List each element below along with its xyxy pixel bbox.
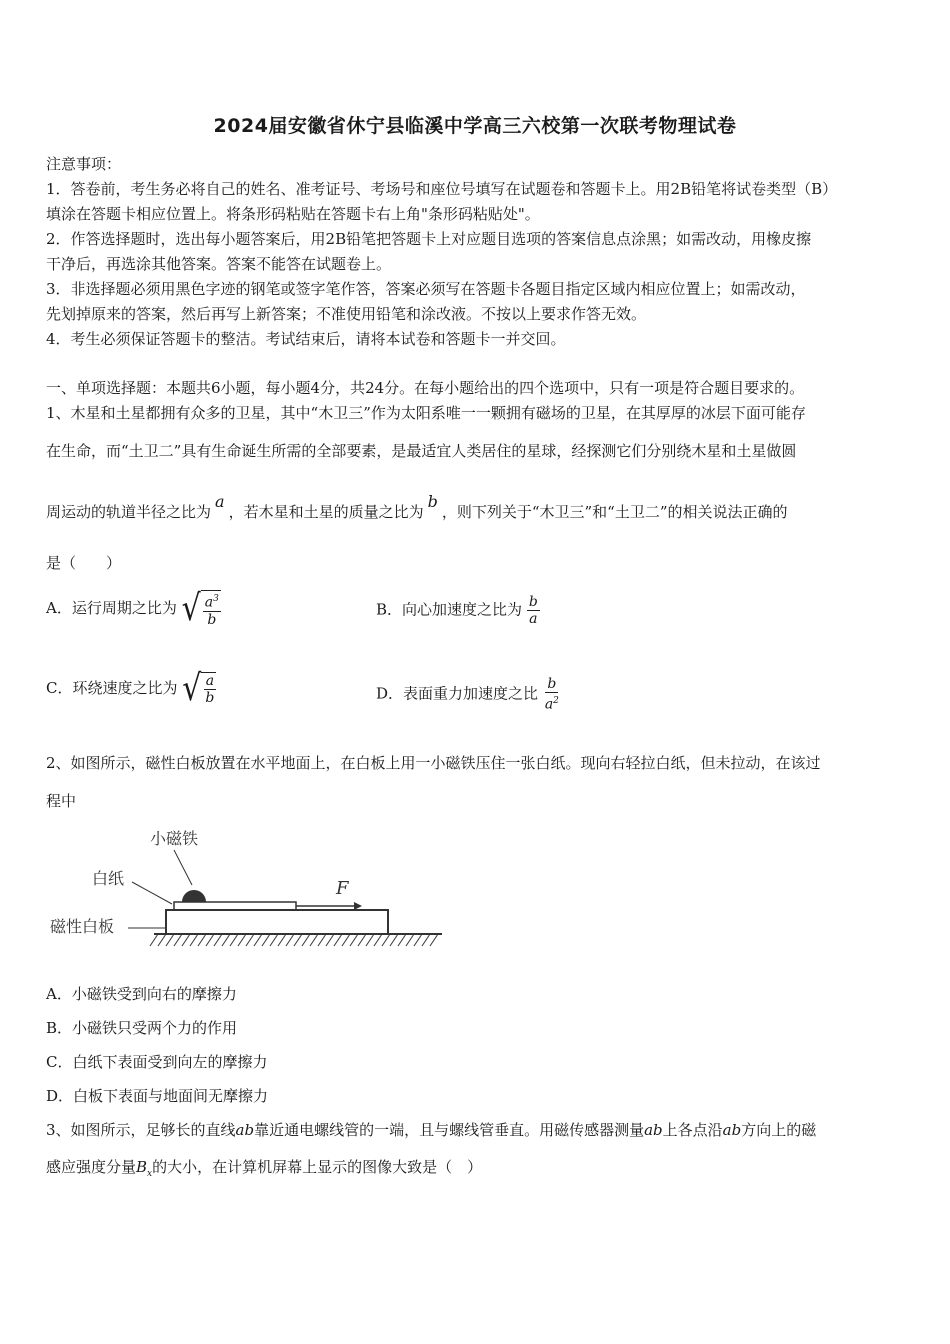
variable-a: a (215, 492, 225, 511)
notice-line: 1．答卷前，考生务必将自己的姓名、准考证号、考场号和座位号填写在试题卷和答题卡上。用2B铅笔将试卷类型（B） (46, 180, 838, 198)
question-3-text (46, 1156, 482, 1179)
board-label: 磁性白板 (50, 917, 115, 936)
hatch-mark (254, 934, 262, 946)
option-a-label: A．运行周期之比为 (46, 598, 177, 617)
option-d-label: D．表面重力加速度之比 (376, 684, 539, 703)
q2-option-d[interactable]: D．白板下表面与地面间无摩擦力 (46, 1087, 269, 1105)
q2-option-c[interactable]: C．白纸下表面受到向左的摩擦力 (46, 1053, 268, 1071)
q3-text-part: 上各点沿 (662, 1121, 723, 1139)
hatch-mark (270, 934, 278, 946)
hatch-mark (382, 934, 390, 946)
bx-symbol (136, 1158, 153, 1179)
hatch-mark (238, 934, 246, 946)
option-a[interactable] (46, 587, 221, 630)
hatch-mark (206, 934, 214, 946)
hatch-mark (222, 934, 230, 946)
hatch-mark (374, 934, 382, 946)
fraction (527, 594, 540, 627)
hatch-mark (198, 934, 206, 946)
option-b[interactable] (376, 594, 540, 627)
exponent: 2 (553, 696, 559, 706)
question-1-text: 在生命，而“土卫二”具有生命诞生所需的全部要素，是最适宜人类居住的星球，经探测它们分别绕木星和土星做圆 (46, 442, 797, 460)
notice-line: 先划掉原来的答案，然后再写上新答案；不准使用铅笔和涂改液。不按以上要求作答无效。 (46, 305, 647, 323)
notice-line: 3．非选择题必须用黑色字迹的钢笔或签字笔作答，答案必须写在答题卡各题目指定区域内相应位置上；如需改动， (46, 280, 806, 298)
segment-ab: ab (722, 1121, 742, 1139)
question-1-text (46, 492, 788, 522)
notice-line: 干净后，再选涂其他答案。答案不能答在试题卷上。 (46, 255, 392, 273)
question-1-text: 1、木星和土星都拥有众多的卫星，其中“木卫三”作为太阳系唯一一颗拥有磁场的卫星，在其厚厚的冰层下面可能存 (46, 404, 806, 422)
hatch-mark (246, 934, 254, 946)
force-label: F (336, 878, 349, 899)
hatch-mark (366, 934, 374, 946)
q1-text-part: ，若木星和土星的质量之比为 (228, 503, 424, 521)
sqrt-expression: √ $\frac{a^3}{b}$ (181, 587, 219, 630)
question-2-text: 程中 (46, 792, 77, 810)
paper-shape (174, 902, 296, 910)
hatch-mark (158, 934, 166, 946)
hatch-mark (294, 934, 302, 946)
hatch-mark (278, 934, 286, 946)
hatch-mark (398, 934, 406, 946)
option-c-label: C．环绕速度之比为 (46, 679, 178, 697)
question-2-text: 2、如图所示，磁性白板放置在水平地面上，在白板上用一小磁铁压住一张白纸。现向右轻拉白纸，但未拉动，在该过 (46, 754, 821, 772)
magnet-shape (182, 890, 206, 902)
frac-numerator: b (547, 676, 557, 692)
hatch-mark (342, 934, 350, 946)
magnet-label: 小磁铁 (150, 829, 199, 848)
q3-text-part: 的大小，在计算机屏幕上显示的图像大致是（ ） (152, 1158, 483, 1176)
ground-hatching (150, 934, 438, 946)
hatch-mark (182, 934, 190, 946)
bx-letter: B (136, 1158, 148, 1176)
exponent: 3 (213, 594, 219, 604)
frac-denominator: a (544, 696, 554, 713)
frac-denominator: a (529, 611, 538, 627)
q2-option-b[interactable]: B．小磁铁只受两个力的作用 (46, 1019, 238, 1037)
q1-text-part: 周运动的轨道半径之比为 (46, 503, 212, 521)
frac-numerator: a (204, 594, 214, 611)
q2-option-a[interactable]: A．小磁铁受到向右的摩擦力 (46, 985, 237, 1003)
hatch-mark (358, 934, 366, 946)
q3-text-part: 靠近通电螺线管的一端，且与螺线管垂直。用磁传感器测量 (254, 1121, 645, 1139)
notice-heading: 注意事项： (46, 155, 122, 173)
frac-numerator: b (528, 594, 538, 610)
section-heading: 一、单项选择题：本题共6小题，每小题4分，共24分。在每小题给出的四个选项中，只有一项是符合题目要求的。 (46, 379, 805, 397)
q3-text-part: 方向上的磁 (741, 1121, 817, 1139)
q1-text-part: ，则下列关于“木卫三”和“土卫二”的相关说法正确的 (441, 503, 788, 521)
magnet-leader-line (174, 850, 192, 885)
variable-b: b (427, 492, 438, 511)
fraction (543, 676, 561, 713)
frac-numerator: a (205, 673, 215, 689)
hatch-mark (286, 934, 294, 946)
hatch-mark (334, 934, 342, 946)
hatch-mark (214, 934, 222, 946)
hatch-mark (262, 934, 270, 946)
q3-text-part: 感应强度分量 (46, 1158, 137, 1176)
hatch-mark (326, 934, 334, 946)
notice-line: 2．作答选择题时，选出每小题答案后，用2B铅笔把答题卡上对应题目选项的答案信息点涂黑；如需改动，用橡皮擦 (46, 230, 812, 248)
option-b-label: B．向心加速度之比为 (376, 600, 523, 619)
force-arrowhead (354, 902, 362, 910)
hatch-mark (430, 934, 438, 946)
notice-line: 填涂在答题卡相应位置上。将条形码粘贴在答题卡右上角"条形码粘贴处"。 (46, 205, 540, 223)
hatch-mark (174, 934, 182, 946)
hatch-mark (414, 934, 422, 946)
hatch-mark (310, 934, 318, 946)
q3-text-part: 3、如图所示，足够长的直线 (46, 1121, 236, 1139)
paper-leader-line (132, 882, 172, 904)
paper-label: 白纸 (92, 869, 125, 888)
hatch-mark (422, 934, 430, 946)
option-d[interactable] (376, 676, 561, 713)
segment-ab: ab (235, 1121, 255, 1139)
sqrt-expression: √ $\frac{a}{b}$ (182, 667, 215, 710)
hatch-mark (302, 934, 310, 946)
whiteboard-shape (166, 910, 388, 934)
segment-ab: ab (644, 1121, 663, 1139)
hatch-mark (190, 934, 198, 946)
hatch-mark (390, 934, 398, 946)
magnet-whiteboard-figure (46, 820, 446, 960)
hatch-mark (318, 934, 326, 946)
question-1-text: 是（ ） (46, 554, 122, 572)
question-3-text (46, 1119, 816, 1140)
hatch-mark (406, 934, 414, 946)
hatch-mark (350, 934, 358, 946)
frac-denominator: b (205, 690, 215, 706)
frac-denominator: b (207, 611, 217, 628)
option-c[interactable] (46, 667, 216, 710)
bx-subscript: x (147, 1169, 153, 1179)
page-title: 2024届安徽省休宁县临溪中学高三六校第一次联考物理试卷 (213, 115, 737, 137)
hatch-mark (230, 934, 238, 946)
hatch-mark (150, 934, 158, 946)
notice-line: 4．考生必须保证答题卡的整洁。考试结束后，请将本试卷和答题卡一并交回。 (46, 330, 566, 348)
hatch-mark (166, 934, 174, 946)
